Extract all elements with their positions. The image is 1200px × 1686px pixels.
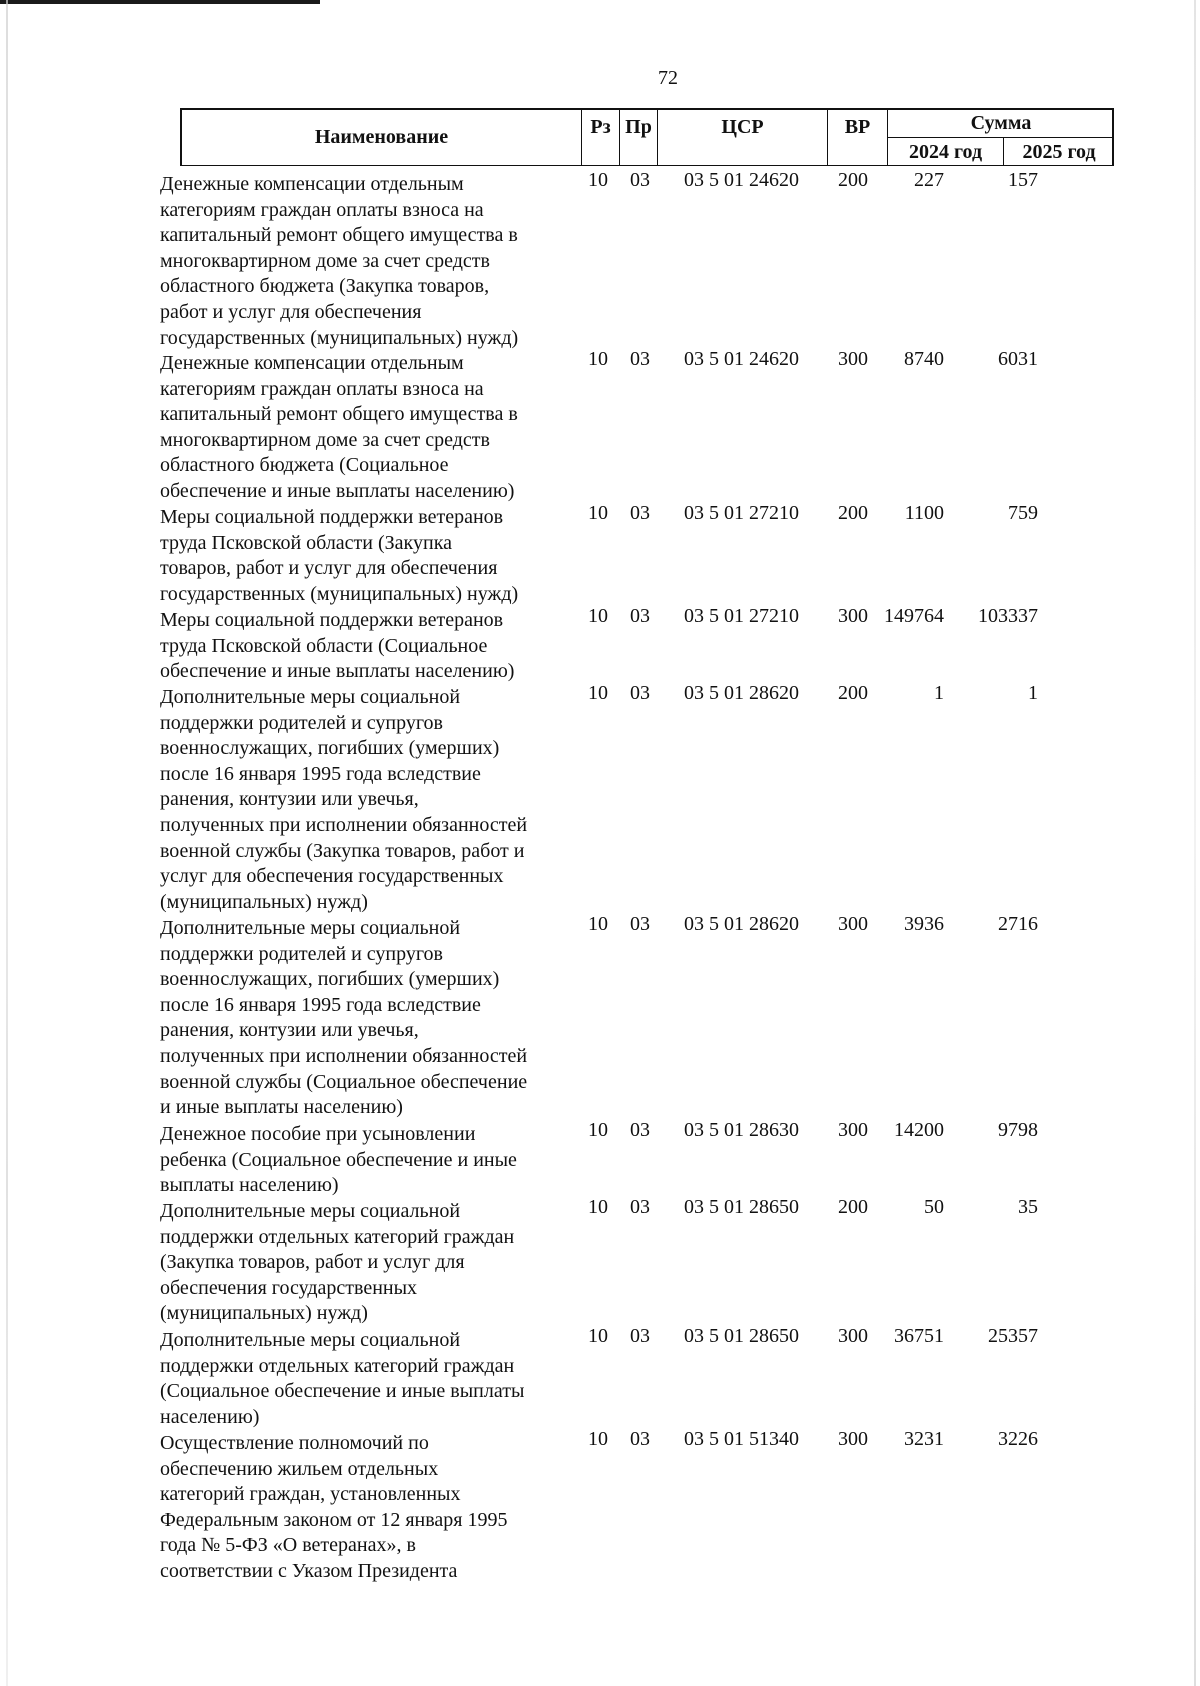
row-pr: 03	[630, 1196, 650, 1218]
row-name: Дополнительные меры социальной поддержки отдельных категорий граждан (Закупка товаров, работ и услуг для обеспечения государственных (муниципальных) нужд)	[160, 1200, 515, 1325]
row-rz: 10	[588, 1428, 608, 1450]
header-pr: Пр	[620, 110, 658, 165]
row-sum-2025: 6031	[998, 348, 1038, 370]
row-vr: 200	[838, 682, 868, 704]
row-pr: 03	[630, 502, 650, 524]
row-pr: 03	[630, 1325, 650, 1347]
row-name: Дополнительные меры социальной поддержки родителей и супругов военнослужащих, погибших (умерших) после 16 января 1995 года вследствие ранения, контузии или увечья, полученных при исполнении обязанностей военной службы (Социальное обеспечение и иные выплаты населению)	[160, 917, 528, 1119]
row-rz: 10	[588, 348, 608, 370]
row-sum-2025: 35	[1018, 1196, 1038, 1218]
row-name: Дополнительные меры социальной поддержки отдельных категорий граждан (Социальное обеспечение и иные выплаты населению)	[160, 1329, 525, 1428]
row-rz: 10	[588, 682, 608, 704]
row-name: Осуществление полномочий по обеспечению жильем отдельных категорий граждан, установленных Федеральным законом от 12 января 1995 года № 5-ФЗ «О ветеранах», в соответствии с Указом Президента	[160, 1432, 508, 1582]
row-vr: 200	[838, 1196, 868, 1218]
row-csr: 03 5 01 24620	[684, 348, 799, 370]
row-csr: 03 5 01 51340	[684, 1428, 799, 1450]
row-sum-2025: 2716	[998, 913, 1038, 935]
row-name: Денежные компенсации отдельным категориям граждан оплаты взноса на капитальный ремонт общего имущества в многоквартирном доме за счет средств областного бюджета (Социальное обеспечение и иные выплаты населению)	[160, 352, 518, 502]
row-sum-2024: 14200	[894, 1119, 944, 1141]
row-sum-2025: 759	[1008, 502, 1038, 524]
row-pr: 03	[630, 169, 650, 191]
row-pr: 03	[630, 913, 650, 935]
table-header	[180, 108, 1114, 166]
header-vr: ВР	[828, 110, 888, 165]
row-sum-2024: 3231	[904, 1428, 944, 1450]
row-csr: 03 5 01 24620	[684, 169, 799, 191]
row-sum-2025: 103337	[978, 605, 1038, 627]
row-rz: 10	[588, 605, 608, 627]
row-rz: 10	[588, 1196, 608, 1218]
row-rz: 10	[588, 169, 608, 191]
row-pr: 03	[630, 348, 650, 370]
row-vr: 300	[838, 1119, 868, 1141]
row-name: Денежные компенсации отдельным категориям граждан оплаты взноса на капитальный ремонт общего имущества в многоквартирном доме за счет средств областного бюджета (Закупка товаров, работ и услуг для обеспечения государственных (муниципальных) нужд)	[160, 173, 519, 349]
row-csr: 03 5 01 28620	[684, 913, 799, 935]
row-rz: 10	[588, 502, 608, 524]
row-csr: 03 5 01 27210	[684, 502, 799, 524]
row-name: Меры социальной поддержки ветеранов труда Псковской области (Закупка товаров, работ и услуг для обеспечения государственных (муниципальных) нужд)	[160, 506, 519, 605]
row-rz: 10	[588, 913, 608, 935]
header-sum: Сумма	[888, 110, 1114, 138]
row-csr: 03 5 01 28650	[684, 1325, 799, 1347]
header-csr: ЦСР	[658, 110, 828, 165]
row-sum-2024: 3936	[904, 913, 944, 935]
row-name: Денежное пособие при усыновлении ребенка (Социальное обеспечение и иные выплаты населению)	[160, 1123, 517, 1197]
row-sum-2025: 9798	[998, 1119, 1038, 1141]
row-rz: 10	[588, 1119, 608, 1141]
row-pr: 03	[630, 1119, 650, 1141]
row-csr: 03 5 01 28630	[684, 1119, 799, 1141]
row-sum-2025: 25357	[988, 1325, 1038, 1347]
row-vr: 300	[838, 1428, 868, 1450]
header-rz: Рз	[582, 110, 620, 165]
row-rz: 10	[588, 1325, 608, 1347]
row-csr: 03 5 01 28650	[684, 1196, 799, 1218]
row-pr: 03	[630, 1428, 650, 1450]
row-sum-2024: 8740	[904, 348, 944, 370]
row-vr: 300	[838, 348, 868, 370]
page-number: 72	[658, 67, 678, 89]
header-year-2025: 2025 год	[1022, 140, 1096, 163]
row-vr: 200	[838, 169, 868, 191]
row-sum-2024: 36751	[894, 1325, 944, 1347]
row-name: Меры социальной поддержки ветеранов труда Псковской области (Социальное обеспечение и иные выплаты населению)	[160, 609, 515, 683]
scan-edge-top	[0, 0, 320, 4]
scan-edge-right	[1194, 0, 1196, 1686]
scan-edge-left	[6, 0, 8, 1686]
row-vr: 300	[838, 1325, 868, 1347]
row-name: Дополнительные меры социальной поддержки родителей и супругов военнослужащих, погибших (умерших) после 16 января 1995 года вследствие ранения, контузии или увечья, полученных при исполнении обязанностей военной службы (Закупка товаров, работ и услуг для обеспечения государственных (муниципальных) нужд)	[160, 686, 528, 913]
row-vr: 300	[838, 913, 868, 935]
row-sum-2025: 1	[1028, 682, 1038, 704]
row-sum-2024: 1	[934, 682, 944, 704]
row-sum-2024: 149764	[884, 605, 944, 627]
row-sum-2025: 157	[1008, 169, 1038, 191]
row-sum-2024: 50	[924, 1196, 944, 1218]
row-sum-2025: 3226	[998, 1428, 1038, 1450]
row-vr: 200	[838, 502, 868, 524]
header-year-2024: 2024 год	[888, 138, 1004, 166]
header-name: Наименование	[182, 110, 582, 165]
row-pr: 03	[630, 605, 650, 627]
row-csr: 03 5 01 27210	[684, 605, 799, 627]
row-pr: 03	[630, 682, 650, 704]
row-sum-2024: 227	[914, 169, 944, 191]
row-vr: 300	[838, 605, 868, 627]
row-csr: 03 5 01 28620	[684, 682, 799, 704]
row-sum-2024: 1100	[904, 502, 944, 524]
